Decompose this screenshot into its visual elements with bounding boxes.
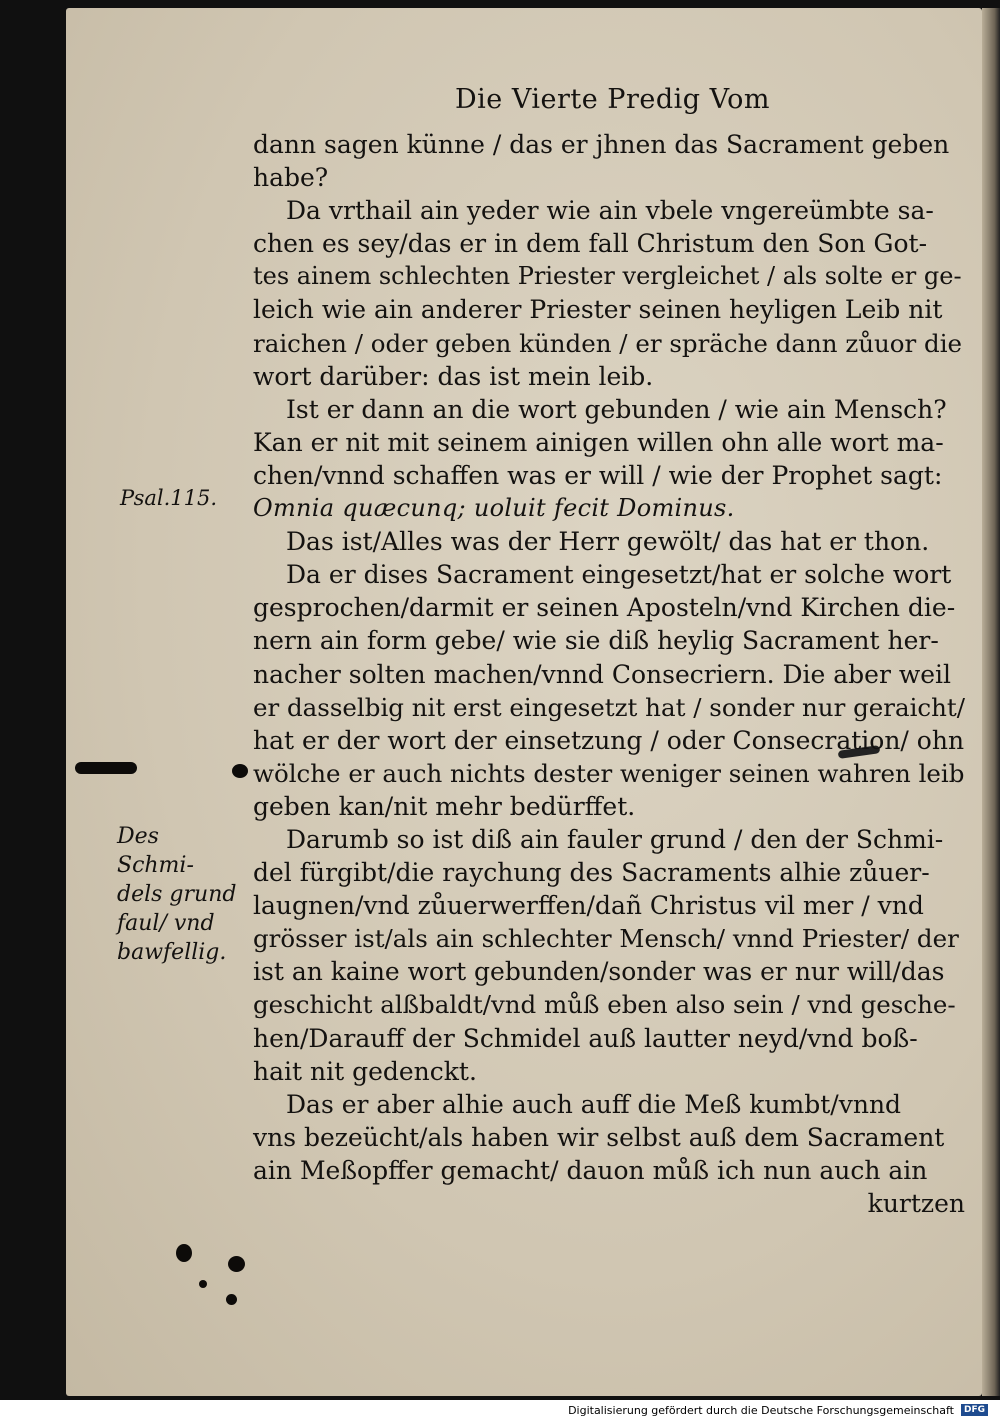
text-line: Da vrthail ain yeder wie ain vbele vngereümbte sa- <box>286 196 934 226</box>
text-line: Da er dises Sacrament eingesetzt/hat er solche wort <box>286 560 952 590</box>
text-line: laugnen/vnd zůuerwerffen/dañ Christus vil mer / vnd <box>253 891 924 921</box>
text-line: wort darüber: das ist mein leib. <box>253 361 654 391</box>
text-line: chen es sey/das er in dem fall Christum den Son Got- <box>253 229 928 259</box>
margin-note-line: Des <box>117 824 159 849</box>
margin-note-psalm: Psal.115. <box>120 486 218 510</box>
ink-dot <box>226 1294 237 1305</box>
text-line: nacher solten machen/vnnd Consecriern. Die aber weil <box>253 659 952 689</box>
text-line: ist an kaine wort gebunden/sonder was er nur will/das <box>253 957 945 987</box>
margin-note-line: faul/ vnd <box>117 911 215 936</box>
text-line: Das ist/Alles was der Herr gewölt/ das hat er thon. <box>286 527 930 557</box>
ink-dot <box>199 1280 207 1288</box>
ink-dot <box>232 764 248 778</box>
running-head: Die Vierte Predig Vom <box>455 84 771 115</box>
text-line: hen/Darauff der Schmidel auß lautter neyd/vnd boß- <box>253 1023 918 1053</box>
text-line: tes ainem schlechten Priester vergleichet / als solte er ge- <box>253 262 962 291</box>
text-line: hat er der wort der einsetzung / oder Consecration/ ohn <box>253 725 965 755</box>
ink-dot <box>176 1244 192 1262</box>
footer-credit: Digitalisierung gefördert durch die Deutsche Forschungsgemeinschaft <box>568 1404 954 1417</box>
catchword: kurtzen <box>867 1189 965 1218</box>
ink-stain <box>75 762 137 774</box>
text-line: ain Meßopffer gemacht/ dauon můß ich nun auch ain <box>253 1155 928 1185</box>
text-line: grösser ist/als ain schlechter Mensch/ vnnd Priester/ der <box>253 924 959 954</box>
text-line: wölche er auch nichts dester weniger seinen wahren leib <box>253 758 965 788</box>
margin-note-line: Schmi- <box>117 853 194 878</box>
text-line: Ist er dann an die wort gebunden / wie ain Mensch? <box>286 394 947 424</box>
margin-note-line: dels grund <box>117 882 237 907</box>
text-line: leich wie ain anderer Priester seinen heyligen Leib nit <box>253 295 943 325</box>
footer-bar <box>0 1400 1000 1420</box>
text-line: vns bezeücht/als haben wir selbst auß dem Sacrament <box>253 1122 945 1152</box>
text-line: hait nit gedenckt. <box>253 1056 477 1086</box>
text-line: nern ain form gebe/ wie sie diß heylig Sacrament her- <box>253 626 939 656</box>
text-line: habe? <box>253 163 329 193</box>
text-line: chen/vnnd schaffen was er will / wie der Prophet sagt: <box>253 460 943 490</box>
text-line: del fürgibt/die raychung des Sacraments alhie zůuer- <box>253 858 930 888</box>
text-line: dann sagen künne / das er jhnen das Sacrament geben <box>253 130 950 159</box>
text-line: geschicht alßbaldt/vnd můß eben also sein / vnd gesche- <box>253 990 956 1020</box>
body-text <box>253 128 965 1220</box>
latin-quote: Omnia quæcunq; uoluit fecit Dominus. <box>253 494 735 523</box>
page-edge <box>982 8 1000 1396</box>
text-line: er dasselbig nit erst eingesetzt hat / sonder nur geraicht/ <box>253 692 966 722</box>
margin-note-schmidel <box>117 822 252 967</box>
text-line: raichen / oder geben künden / er spräche dann zůuor die <box>253 328 963 358</box>
text-line: Das er aber alhie auch auff die Meß kumbt/vnnd <box>286 1089 902 1119</box>
margin-note-line: bawfellig. <box>117 940 227 965</box>
text-line: Darumb so ist diß ain fauler grund / den der Schmi- <box>286 824 944 854</box>
text-line: gesprochen/darmit er seinen Aposteln/vnd Kirchen die- <box>253 593 956 623</box>
dfg-logo: DFG <box>961 1404 988 1416</box>
ink-dot <box>228 1256 245 1272</box>
text-line: geben kan/nit mehr bedürffet. <box>253 791 636 821</box>
text-line: Kan er nit mit seinem ainigen willen ohn alle wort ma- <box>253 427 944 457</box>
